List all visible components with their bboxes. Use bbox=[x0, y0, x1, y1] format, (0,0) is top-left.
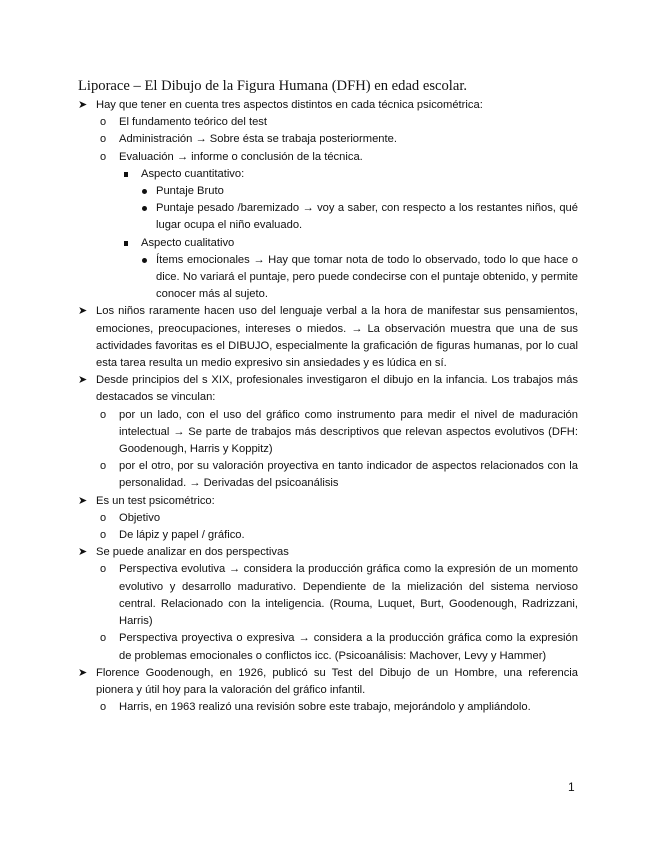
list-item bbox=[100, 458, 578, 492]
list-item-text: Perspectiva proyectiva o expresiva → considera a la producción gráfica como la expresión de problemas emocionales o conflictos icc. (Psicoanálisis: Machover, Levy y Hammer) bbox=[119, 632, 578, 662]
list-item-text: Evaluación → informe o conclusión de la técnica. bbox=[119, 150, 363, 163]
bullet-list bbox=[0, 97, 655, 716]
list-item-text: Harris, en 1963 realizó una revisión sobre este trabajo, mejorándolo y ampliándolo. bbox=[119, 701, 531, 714]
list-item bbox=[100, 561, 578, 630]
circle-bullet-icon: o bbox=[100, 150, 107, 163]
list-item-text: De lápiz y papel / gráfico. bbox=[119, 529, 245, 542]
arrow-bullet-icon: ➤ bbox=[78, 99, 88, 111]
circle-bullet-icon: o bbox=[100, 116, 107, 129]
list-item-text: Puntaje pesado /baremizado → voy a saber, con respecto a los restantes niños, qué lugar ocupa el niño evaluado. bbox=[156, 202, 578, 232]
list-item-text: Aspecto cuantitativo: bbox=[141, 167, 245, 180]
list-item bbox=[100, 699, 578, 716]
circle-bullet-icon: o bbox=[100, 632, 107, 645]
square-bullet-icon bbox=[124, 241, 128, 246]
circle-bullet-icon: o bbox=[100, 563, 107, 576]
list-item bbox=[141, 235, 578, 252]
circle-bullet-icon: o bbox=[100, 529, 107, 542]
list-item-text: Perspectiva evolutiva → considera la producción gráfica como la expresión de un momento evolutivo y desarrollo madurativo. Dependiente de la mielización del sistema nervioso central. Relacionado con la inteligencia. (Rouma, Luquet, Burt, Goodenough, Radrizzani, Harris) bbox=[119, 563, 578, 628]
circle-bullet-icon: o bbox=[100, 408, 107, 421]
arrow-bullet-icon: ➤ bbox=[78, 494, 88, 507]
page-number: 1 bbox=[568, 780, 575, 794]
list-item bbox=[78, 97, 578, 114]
list-item-text: Aspecto cualitativo bbox=[141, 236, 235, 249]
circle-bullet-icon: o bbox=[100, 701, 107, 714]
list-item bbox=[100, 131, 578, 148]
list-item bbox=[100, 149, 578, 166]
list-item-text: por un lado, con el uso del gráfico como instrumento para medir el nivel de maduración intelectual → Se parte de trabajos más descriptivos que relevan aspectos evolutivos (DFH: Goodenough, Harris y Koppitz) bbox=[119, 408, 578, 456]
list-item bbox=[141, 166, 578, 183]
list-item-text: Los niños raramente hacen uso del lenguaje verbal a la hora de manifestar sus pensamientos, emociones, preocupaciones, intereses o miedos. → La observación muestra que una de sus actividades favoritas es el DIBUJO, especialmente la graficación de figuras humanas, por lo cual esta tarea resulta un medio expresivo sin ansiedades y es lúdica en sí. bbox=[96, 305, 578, 370]
list-item-text: Florence Goodenough, en 1926, publicó su Test del Dibujo de un Hombre, una referencia pionera y útil hoy para la valoración del gráfico infantil. bbox=[96, 666, 578, 696]
arrow-bullet-icon: ➤ bbox=[78, 666, 88, 679]
arrow-bullet-icon: ➤ bbox=[78, 546, 88, 559]
list-item bbox=[156, 252, 578, 304]
circle-bullet-icon: o bbox=[100, 133, 107, 146]
list-item bbox=[100, 630, 578, 664]
list-item bbox=[156, 183, 578, 200]
circle-bullet-icon: o bbox=[100, 460, 107, 473]
list-item bbox=[156, 200, 578, 234]
list-item-text: Puntaje Bruto bbox=[156, 185, 224, 198]
list-item-text: Hay que tener en cuenta tres aspectos distintos en cada técnica psicométrica: bbox=[96, 99, 483, 111]
list-item bbox=[100, 527, 578, 544]
arrow-bullet-icon: ➤ bbox=[78, 374, 88, 387]
circle-bullet-icon: o bbox=[100, 511, 107, 524]
list-item-text: por el otro, por su valoración proyectiva en tanto indicador de aspectos relacionados con la personalidad. → Derivadas del psicoanálisis bbox=[119, 460, 578, 490]
list-item bbox=[78, 665, 578, 699]
list-item-text: Desde principios del s XIX, profesionales investigaron el dibujo en la infancia. Los trabajos más destacados se vinculan: bbox=[96, 374, 578, 404]
arrow-bullet-icon: ➤ bbox=[78, 305, 88, 318]
list-item-text: El fundamento teórico del test bbox=[119, 116, 268, 129]
list-item-text: Administración → Sobre ésta se trabaja posteriormente. bbox=[119, 133, 397, 146]
list-item-text: Objetivo bbox=[119, 511, 161, 524]
list-item bbox=[78, 372, 578, 406]
square-bullet-icon bbox=[124, 172, 128, 177]
list-item bbox=[100, 510, 578, 527]
list-item-text: Ítems emocionales → Hay que tomar nota de todo lo observado, todo lo que hace o dice. No variará el puntaje, pero puede condecirse con el puntaje obtenido, y permite conocer más al sujeto. bbox=[156, 253, 578, 301]
dot-bullet-icon bbox=[142, 189, 147, 194]
list-item-text: Se puede analizar en dos perspectivas bbox=[96, 546, 289, 559]
dot-bullet-icon bbox=[142, 206, 147, 211]
list-item bbox=[78, 303, 578, 372]
list-item bbox=[100, 407, 578, 459]
list-item-text: Es un test psicométrico: bbox=[96, 494, 215, 507]
list-item bbox=[78, 544, 578, 561]
dot-bullet-icon bbox=[142, 258, 147, 263]
document-title: Liporace – El Dibujo de la Figura Humana (DFH) en edad escolar. bbox=[78, 78, 468, 94]
list-item bbox=[78, 493, 578, 510]
list-item bbox=[100, 114, 578, 131]
